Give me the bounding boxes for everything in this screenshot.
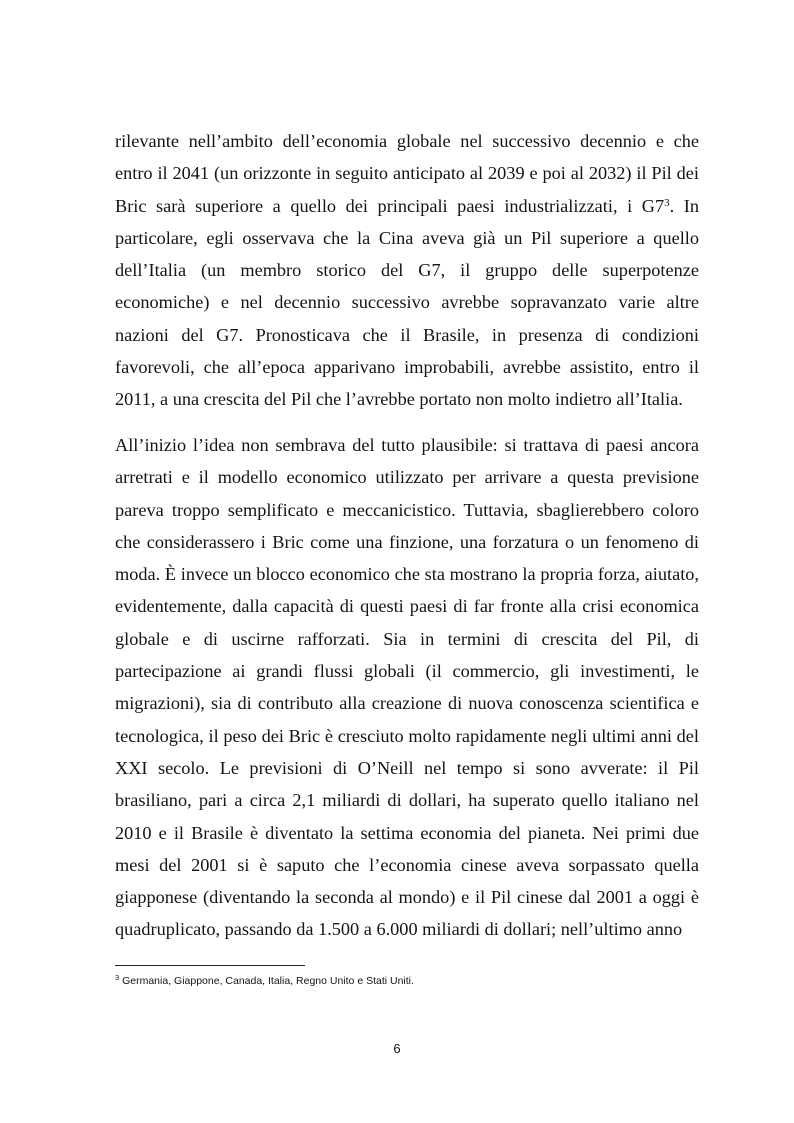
body-paragraph-2: All’inizio l’idea non sembrava del tutto plausibile: si trattava di paesi ancora arretrati e il modello economico utilizzato per arrivare a questa previsione pareva troppo semplificato e meccanicistico. Tuttavia, sbaglierebbero coloro che considerassero i Bric come una finzione, una forzatura o un fenomeno di moda. È invece un blocco economico che sta mostrano la propria forza, aiutato, evidentemente, dalla capacità di questi paesi di far fronte alla crisi economica globale e di uscirne rafforzati. Sia in termini di crescita del Pil, di partecipazione ai grandi flussi globali (il commercio, gli investimenti, le migrazioni), sia di contributo alla creazione di nuova conoscenza scientifica e tecnologica, il peso dei Bric è cresciuto molto rapidamente negli ultimi anni del XXI secolo. Le previsioni di O’Neill nel tempo si sono avverate: il Pil brasiliano, pari a circa 2,1 miliardi di dollari, ha superato quello italiano nel 2010 e il Brasile è diventato la settima economia del pianeta. Nei primi due mesi del 2001 si è saputo che l’economia cinese aveva sorpassato quella giapponese (diventando la seconda al mondo) e il Pil cinese dal 2001 a oggi è quadruplicato, passando da 1.500 a 6.000 miliardi di dollari; nell’ultimo anno <box>115 435 699 940</box>
body-paragraph-1 <box>115 125 699 416</box>
footnote <box>115 973 699 989</box>
footnote-reference: 3 <box>664 196 670 209</box>
paragraph-text-continued: . In particolare, egli osservava che la Cina aveva già un Pil superiore a quello dell’Italia (un membro storico del G7, il gruppo delle superpotenze economiche) e nel decennio successivo avrebbe sopravanzato varie altre nazioni del G7. Pronosticava che il Brasile, in presenza di condizioni favorevoli, che all’epoca apparivano improbabili, avrebbe assistito, entro il 2011, a una crescita del Pil che l’avrebbe portato non molto indietro all’Italia. <box>115 195 700 410</box>
footnote-text: Germania, Giappone, Canada, Italia, Regno Unito e Stati Uniti. <box>119 975 414 987</box>
paragraph-text: rilevante nell’ambito dell’economia globale nel successivo decennio e che entro il 2041 (un orizzonte in seguito anticipato al 2039 e poi al 2032) il Pil dei Bric sarà superiore a quello dei principali paesi industrializzati, i G7 <box>115 131 699 216</box>
page-number: 6 <box>393 1041 401 1056</box>
footnote-separator <box>115 965 305 966</box>
footnote-number: 3 <box>115 972 120 982</box>
